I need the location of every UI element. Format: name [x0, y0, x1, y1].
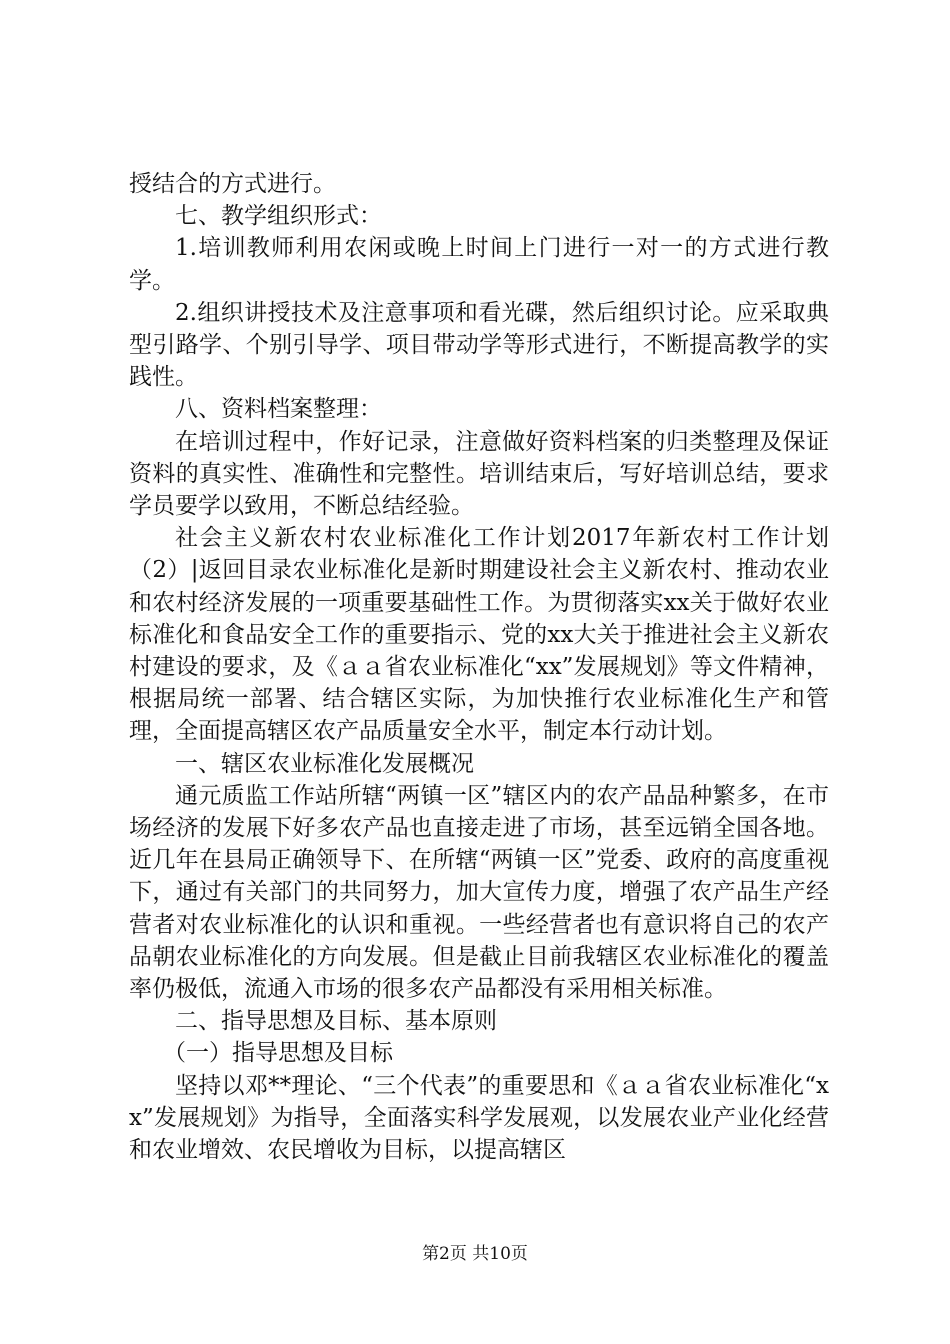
section-heading-archives: 八、资料档案整理：	[175, 396, 382, 423]
paragraph-plan-intro: 社会主义新农村农业标准化工作计划2017年新农村工作计划（2）|返回目录农业标准化是新时期建设社会主义新农村、推动农业和农村经济发展的一项重要基础性工作。为贯彻落实xx关于做好农业标准化和食品安全工作的重要指示、党的xx大关于推进社会主义新农村建设的要求，及《ａａ省农业标准化“xx”发展规划》等文件精神，根据局统一部署、结合辖区实际，为加快推行农业标准化生产和管理，全面提高辖区农产品质量安全水平，制定本行动计划。	[129, 525, 829, 745]
paragraph-continuation: 授结合的方式进行。	[129, 171, 336, 197]
section-heading-teaching-format: 七、教学组织形式：	[175, 203, 382, 230]
page-number-footer: 第2页 共10页	[422, 1244, 528, 1264]
section-heading-overview: 一、辖区农业标准化发展概况	[175, 750, 474, 777]
subsection-heading-guiding-ideology: （一）指导思想及目标	[163, 1040, 393, 1067]
section-heading-guiding-ideology: 二、指导思想及目标、基本原则	[175, 1008, 497, 1035]
paragraph-overview: 通元质监工作站所辖“两镇一区”辖区内的农产品品种繁多，在市场经济的发展下好多农产品也直接走进了市场，甚至远销全国各地。近几年在县局正确领导下、在所辖“两镇一区”党委、政府的高度重视下，通过有关部门的共同努力，加大宣传力度，增强了农产品生产经营者对农业标准化的认识和重视。一些经营者也有意识将自己的农产品朝农业标准化的方向发展。但是截止目前我辖区农业标准化的覆盖率仍极低，流通入市场的很多农产品都没有采用相关标准。	[129, 782, 829, 1003]
list-item-1: 1.培训教师利用农闲或晚上时间上门进行一对一的方式进行教学。	[129, 235, 829, 294]
document-body	[129, 168, 829, 1166]
paragraph-guiding-ideology: 坚持以邓**理论、“三个代表”的重要思和《ａａ省农业标准化“xx”发展规划》为指导，全面落实科学发展观，以发展农业产业化经营和农业增效、农民增收为目标，以提高辖区	[129, 1072, 829, 1164]
paragraph-archives: 在培训过程中，作好记录，注意做好资料档案的归类整理及保证资料的真实性、准确性和完整性。培训结束后，写好培训总结，要求学员要学以致用，不断总结经验。	[129, 428, 829, 520]
list-item-2: 2.组织讲授技术及注意事项和看光碟，然后组织讨论。应采取典型引路学、个别引导学、项目带动学等形式进行，不断提高教学的实践性。	[129, 299, 829, 391]
